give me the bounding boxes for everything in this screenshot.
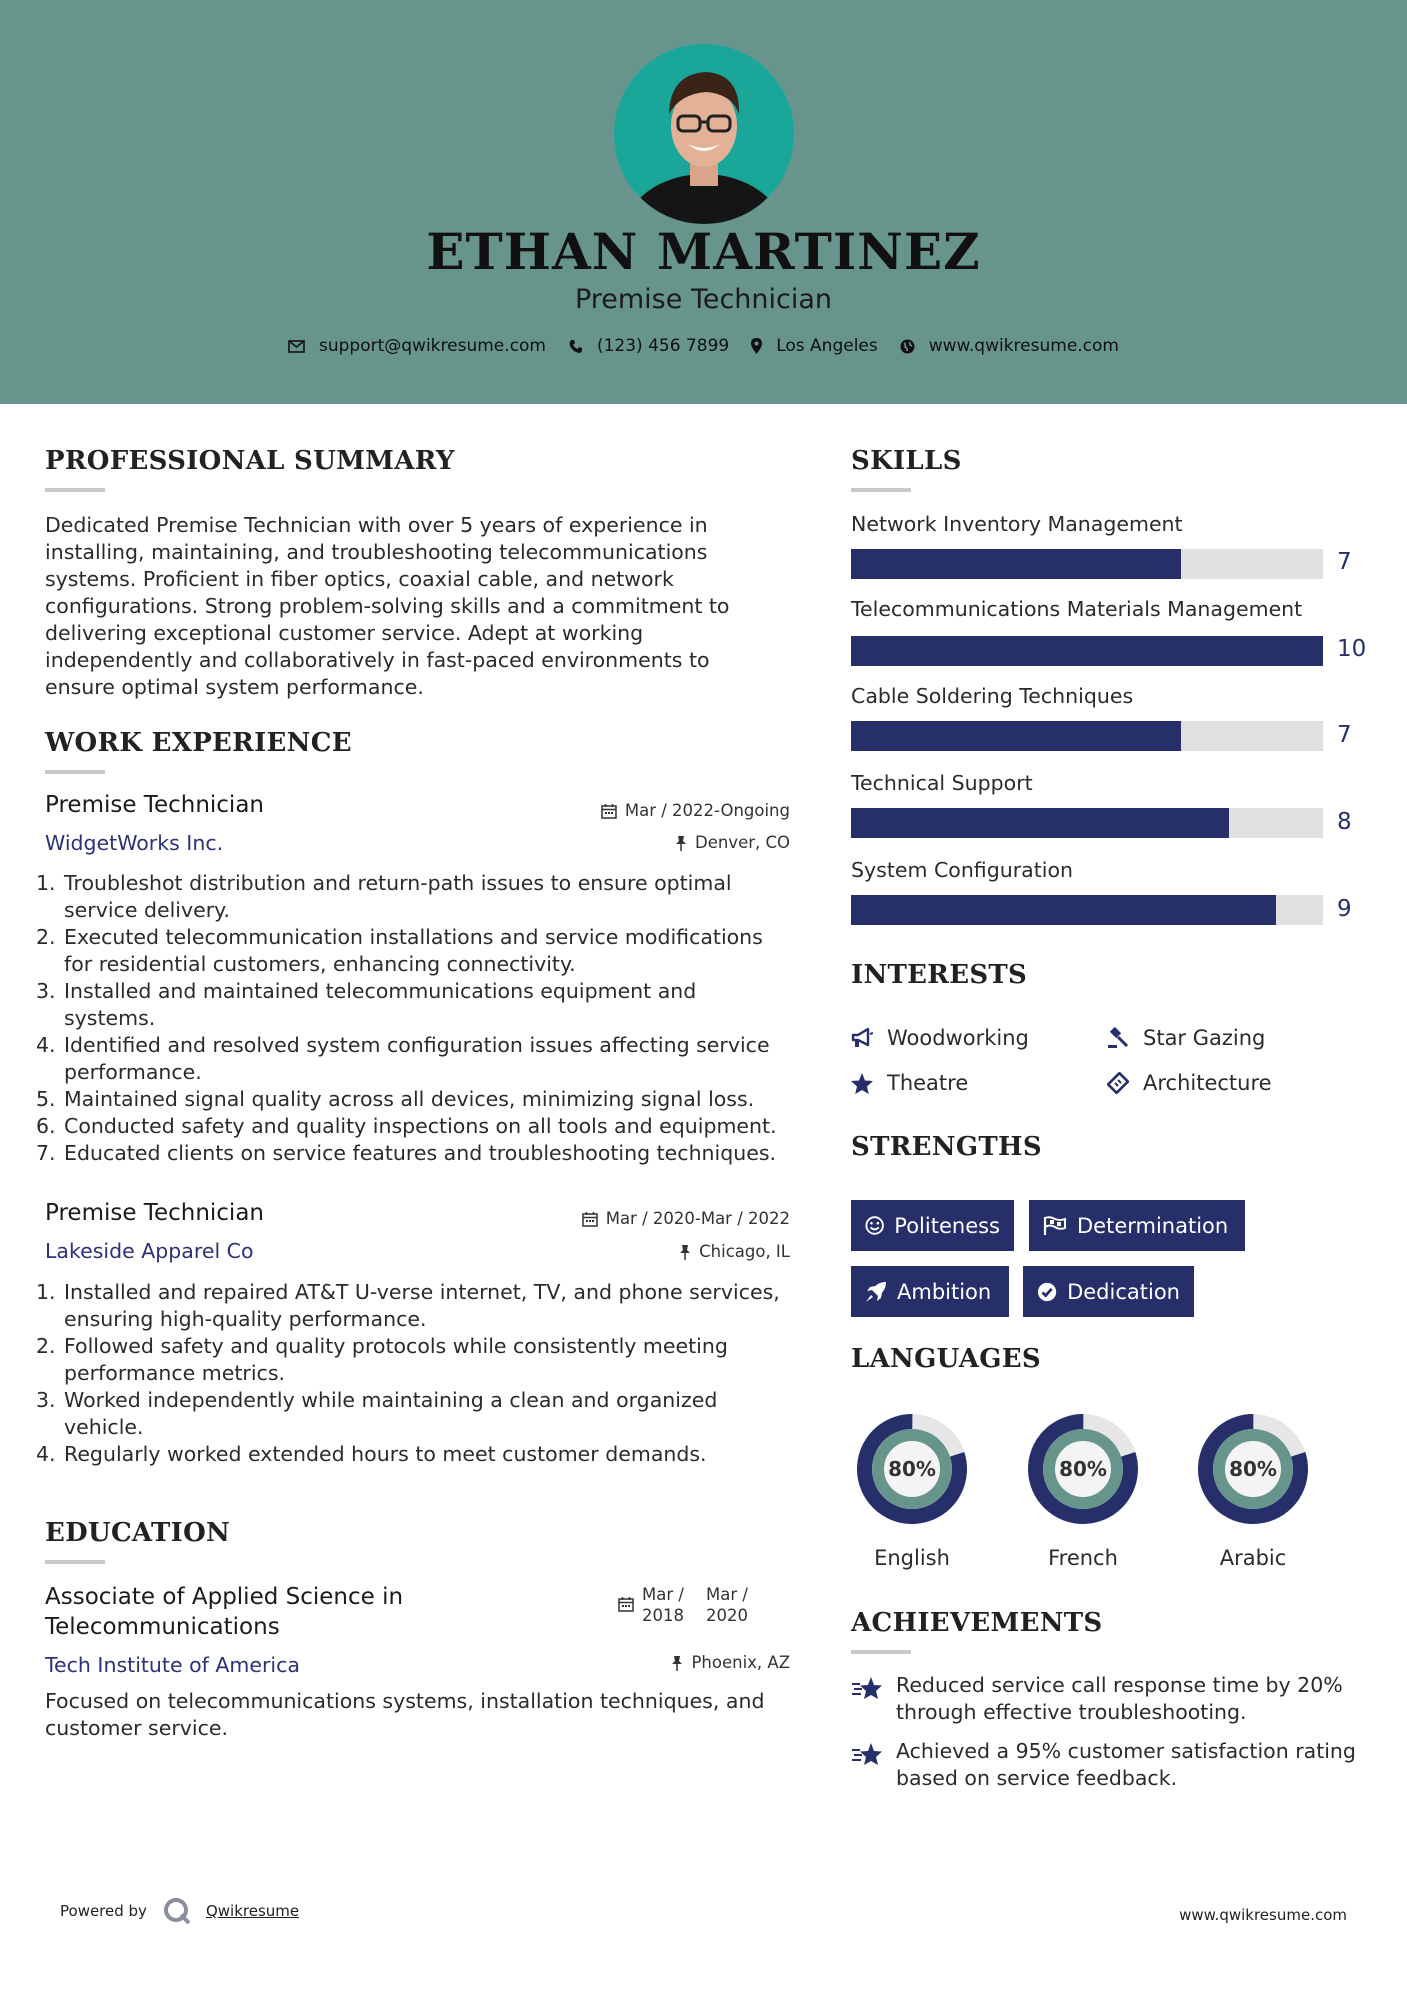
job-2-duties xyxy=(36,1279,815,1468)
summary-line: installing, maintaining, and troubleshooting telecommunications xyxy=(45,540,708,564)
duty-number: 3. xyxy=(36,1388,56,1412)
contact-website-text: www.qwikresume.com xyxy=(928,336,1119,356)
duty-line: Executed telecommunication installations and service modifications xyxy=(64,925,763,949)
interest-item xyxy=(1107,1071,1272,1095)
contact-email[interactable] xyxy=(288,336,546,356)
achievements-heading: ACHIEVEMENTS xyxy=(851,1608,1103,1638)
achievement-line: through effective troubleshooting. xyxy=(896,1700,1247,1724)
contact-phone[interactable] xyxy=(568,336,729,356)
education-end-month: Mar / xyxy=(706,1585,748,1604)
smile-icon xyxy=(865,1215,884,1236)
job-1-company: WidgetWorks Inc. xyxy=(45,831,224,855)
pushpin-icon xyxy=(675,835,687,851)
strength-label: Dedication xyxy=(1067,1279,1180,1304)
achievement-item xyxy=(851,1672,1371,1726)
globe-icon xyxy=(900,339,915,354)
education-end-year: 2020 xyxy=(706,1606,748,1625)
achievements-divider xyxy=(851,1650,911,1654)
duty-line: service delivery. xyxy=(64,898,230,922)
duty-line: systems. xyxy=(64,1006,156,1030)
achievement-line: Reduced service call response time by 20% xyxy=(896,1673,1343,1697)
duty-line: Worked independently while maintaining a clean and organized xyxy=(64,1388,718,1412)
strength-badge xyxy=(1023,1266,1194,1317)
job-1-date xyxy=(601,801,790,820)
skill-bar-track xyxy=(851,549,1323,579)
footer-website[interactable]: www.qwikresume.com xyxy=(1179,1906,1347,1924)
skills-divider xyxy=(851,488,911,492)
interests-heading: INTERESTS xyxy=(851,960,1028,990)
education-desc-line: customer service. xyxy=(45,1716,228,1740)
interest-label: Star Gazing xyxy=(1143,1026,1266,1050)
gavel-icon xyxy=(1107,1027,1129,1049)
job-1-location xyxy=(675,833,790,852)
language-gauge xyxy=(1192,1408,1314,1570)
skill-name: Telecommunications Materials Management xyxy=(851,597,1303,621)
duty-number: 4. xyxy=(36,1442,56,1466)
duty-item xyxy=(36,1086,815,1113)
calendar-icon xyxy=(582,1211,598,1227)
education-start-month: Mar / xyxy=(642,1585,684,1604)
skill-value: 9 xyxy=(1337,896,1352,922)
duty-number: 4. xyxy=(36,1033,56,1057)
contact-website[interactable] xyxy=(900,336,1119,356)
duty-item xyxy=(36,870,815,924)
strength-badge xyxy=(851,1200,1014,1251)
drafting-icon xyxy=(1107,1072,1129,1094)
experience-divider xyxy=(45,770,105,774)
duty-number: 1. xyxy=(36,1280,56,1304)
duty-number: 6. xyxy=(36,1114,56,1138)
duty-number: 2. xyxy=(36,925,56,949)
duty-line: vehicle. xyxy=(64,1415,144,1439)
interest-item xyxy=(1107,1026,1265,1050)
summary-line: configurations. Strong problem-solving skills and a commitment to xyxy=(45,594,730,618)
strength-badge xyxy=(851,1266,1009,1317)
achievement-text xyxy=(896,1672,1343,1726)
duty-line: Identified and resolved system configuration issues affecting service xyxy=(64,1033,770,1057)
flag-icon xyxy=(1043,1216,1067,1236)
summary-heading: PROFESSIONAL SUMMARY xyxy=(45,446,455,476)
skill-bar-track xyxy=(851,721,1323,751)
duty-item xyxy=(36,978,815,1032)
skill-name: Network Inventory Management xyxy=(851,512,1183,536)
job-1-duties xyxy=(36,870,815,1167)
calendar-icon xyxy=(601,803,617,819)
skill-value: 7 xyxy=(1337,722,1352,748)
degree-line: Associate of Applied Science in xyxy=(45,1584,404,1610)
languages-heading: LANGUAGES xyxy=(851,1344,1041,1374)
skill-bar-fill xyxy=(851,895,1276,925)
achievement-item xyxy=(851,1738,1371,1792)
duty-line: ensuring high-quality performance. xyxy=(64,1307,427,1331)
skill-bar-track xyxy=(851,808,1323,838)
summary-line: Dedicated Premise Technician with over 5 years of experience in xyxy=(45,513,708,537)
skill-bar-track xyxy=(851,636,1323,666)
duty-line: for residential customers, enhancing connectivity. xyxy=(64,952,576,976)
job-2-date-text: Mar / 2020-Mar / 2022 xyxy=(605,1209,790,1228)
school-name: Tech Institute of America xyxy=(45,1653,300,1677)
skill-name: Technical Support xyxy=(851,771,1033,795)
job-2-date xyxy=(582,1209,790,1228)
envelope-icon xyxy=(288,340,305,353)
education-location-text: Phoenix, AZ xyxy=(691,1653,790,1672)
summary-line: independently and collaboratively in fast-paced environments to xyxy=(45,648,710,672)
job-2-company: Lakeside Apparel Co xyxy=(45,1239,254,1263)
duty-item xyxy=(36,1387,815,1441)
job-2-location-text: Chicago, IL xyxy=(699,1242,790,1261)
skill-bar-fill xyxy=(851,721,1181,751)
education-end xyxy=(706,1584,748,1626)
strengths-heading: STRENGTHS xyxy=(851,1132,1042,1162)
candidate-name: ETHAN MARTINEZ xyxy=(426,222,981,281)
achievement-text xyxy=(896,1738,1356,1792)
education-heading: EDUCATION xyxy=(45,1518,231,1548)
education-start-year: 2018 xyxy=(642,1606,684,1625)
strength-label: Determination xyxy=(1077,1213,1229,1238)
summary-divider xyxy=(45,488,105,492)
rocket-icon xyxy=(865,1281,887,1303)
duty-line: Installed and maintained telecommunications equipment and xyxy=(64,979,697,1003)
duty-item xyxy=(36,1279,815,1333)
education-description xyxy=(45,1688,815,1742)
interest-item xyxy=(851,1026,1029,1050)
phone-icon xyxy=(568,339,583,354)
footer-powered-by xyxy=(60,1896,299,1926)
duty-item xyxy=(36,1140,815,1167)
duty-line: performance metrics. xyxy=(64,1361,286,1385)
contact-location-text: Los Angeles xyxy=(776,336,878,356)
education-start xyxy=(642,1584,684,1626)
pushpin-icon xyxy=(679,1244,691,1260)
powered-by-label: Powered by xyxy=(60,1902,147,1920)
summary-line: delivering exceptional customer service. Adept at working xyxy=(45,621,644,645)
check-circle-icon xyxy=(1037,1281,1057,1303)
contact-bar xyxy=(0,336,1407,356)
job-1-location-text: Denver, CO xyxy=(694,833,790,852)
skill-value: 7 xyxy=(1337,549,1352,575)
duty-number: 7. xyxy=(36,1141,56,1165)
experience-heading: WORK EXPERIENCE xyxy=(45,728,352,758)
language-gauge xyxy=(1022,1408,1144,1570)
interest-label: Woodworking xyxy=(887,1026,1029,1050)
skill-bar-fill xyxy=(851,549,1181,579)
skill-bar-fill xyxy=(851,636,1323,666)
language-percent: 80% xyxy=(888,1457,936,1481)
duty-item xyxy=(36,1333,815,1387)
contact-phone-text: (123) 456 7899 xyxy=(596,336,730,356)
duty-line: Conducted safety and quality inspections on all tools and equipment. xyxy=(64,1114,777,1138)
qwikresume-logo-icon xyxy=(162,1896,192,1926)
duty-line: Regularly worked extended hours to meet customer demands. xyxy=(64,1442,707,1466)
summary-line: systems. Proficient in fiber optics, coaxial cable, and network xyxy=(45,567,674,591)
megaphone-icon xyxy=(851,1028,873,1048)
duty-number: 5. xyxy=(36,1087,56,1111)
star-award-icon xyxy=(851,1676,883,1702)
duty-number: 1. xyxy=(36,871,56,895)
map-pin-icon xyxy=(751,338,762,354)
skill-bar-track xyxy=(851,895,1323,925)
contact-location xyxy=(751,336,878,356)
summary-line: ensure optimal system performance. xyxy=(45,675,424,699)
skill-name: Cable Soldering Techniques xyxy=(851,684,1134,708)
job-2-location xyxy=(679,1242,790,1261)
duty-line: Maintained signal quality across all devices, minimizing signal loss. xyxy=(64,1087,755,1111)
duty-line: Followed safety and quality protocols while consistently meeting xyxy=(64,1334,728,1358)
duty-line: Educated clients on service features and troubleshooting techniques. xyxy=(64,1141,777,1165)
strength-label: Politeness xyxy=(894,1213,1000,1238)
qwikresume-link[interactable]: Qwikresume xyxy=(205,1902,300,1920)
skill-value: 10 xyxy=(1337,636,1367,662)
education-desc-line: Focused on telecommunications systems, installation techniques, and xyxy=(45,1689,765,1713)
language-percent: 80% xyxy=(1059,1457,1107,1481)
summary-text xyxy=(45,512,805,701)
duty-item xyxy=(36,1032,815,1086)
star-icon xyxy=(851,1073,873,1094)
achievement-line: based on service feedback. xyxy=(896,1766,1178,1790)
duty-line: performance. xyxy=(64,1060,202,1084)
education-location xyxy=(671,1653,790,1672)
duty-line: Troubleshot distribution and return-path issues to ensure optimal xyxy=(64,871,732,895)
strength-badge xyxy=(1029,1200,1245,1251)
duty-number: 2. xyxy=(36,1334,56,1358)
education-divider xyxy=(45,1560,105,1564)
job-1-title: Premise Technician xyxy=(45,792,264,818)
degree-line: Telecommunications xyxy=(45,1614,280,1640)
interest-label: Theatre xyxy=(887,1071,969,1095)
duty-line: Installed and repaired AT&T U-verse internet, TV, and phone services, xyxy=(64,1280,780,1304)
interest-item xyxy=(851,1071,968,1095)
language-gauge xyxy=(851,1408,973,1570)
achievement-line: Achieved a 95% customer satisfaction rating xyxy=(896,1739,1356,1763)
language-percent: 80% xyxy=(1229,1457,1277,1481)
job-2-title: Premise Technician xyxy=(45,1200,264,1226)
skill-name: System Configuration xyxy=(851,858,1073,882)
resume-header xyxy=(0,0,1407,404)
skill-bar-fill xyxy=(851,808,1229,838)
calendar-icon xyxy=(618,1596,634,1612)
job-1-date-text: Mar / 2022-Ongoing xyxy=(624,801,790,820)
skill-value: 8 xyxy=(1337,809,1352,835)
duty-item xyxy=(36,924,815,978)
duty-item xyxy=(36,1441,815,1468)
pushpin-icon xyxy=(671,1655,683,1671)
contact-email-text: support@qwikresume.com xyxy=(319,336,546,356)
strength-label: Ambition xyxy=(897,1279,992,1304)
education-date xyxy=(618,1584,748,1626)
star-award-icon xyxy=(851,1742,883,1768)
candidate-title: Premise Technician xyxy=(574,284,833,315)
duty-item xyxy=(36,1113,815,1140)
duty-number: 3. xyxy=(36,979,56,1003)
skills-heading: SKILLS xyxy=(851,446,962,476)
language-name: Arabic xyxy=(1219,1546,1287,1570)
language-name: French xyxy=(1048,1546,1118,1570)
profile-photo xyxy=(614,44,794,224)
language-name: English xyxy=(874,1546,950,1570)
degree-title xyxy=(45,1582,403,1642)
interest-label: Architecture xyxy=(1143,1071,1272,1095)
